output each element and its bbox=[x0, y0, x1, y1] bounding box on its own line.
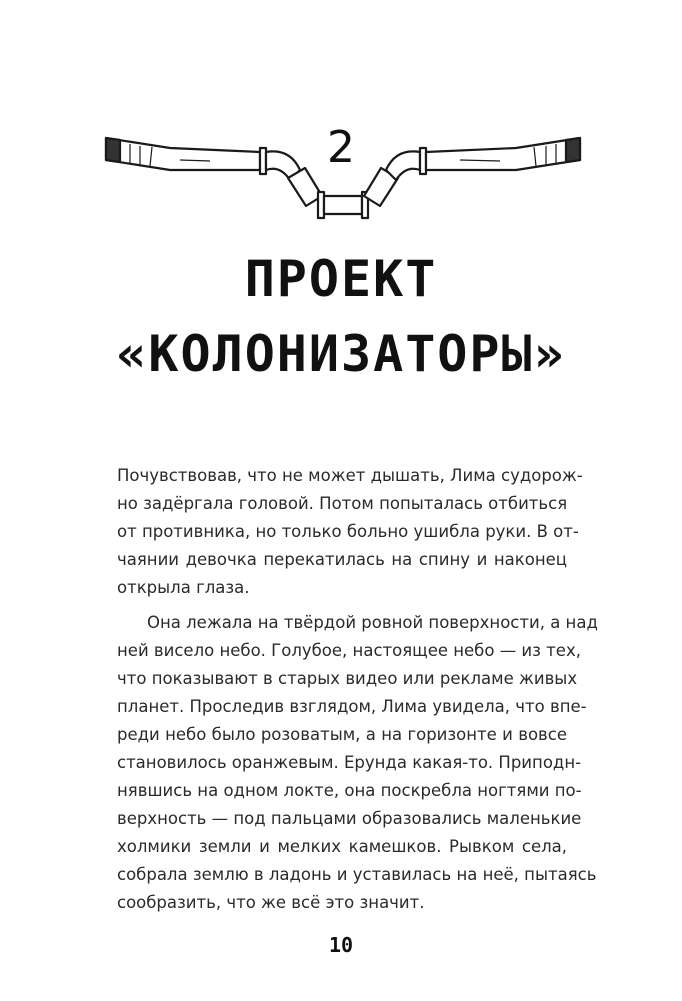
text-line: что показывают в старых видео или рекламе живых bbox=[117, 669, 578, 688]
chapter-title-line-1: ПРОЕКТ bbox=[244, 250, 438, 308]
text-line: становилось оранжевым. Ерунда какая-то. Приподн- bbox=[117, 753, 582, 772]
text-line: сообразить, что же всё это значит. bbox=[117, 893, 425, 912]
text-line: планет. Проследив взглядом, Лима увидела, что впе- bbox=[117, 697, 587, 716]
text-line: ней висело небо. Голубое, настоящее небо — из тех, bbox=[117, 641, 581, 660]
text-line: реди небо было розоватым, а на горизонте и вовсе bbox=[117, 725, 567, 744]
page-number: 10 bbox=[328, 933, 354, 957]
text-line: чаянии девочка перекатилась на спину и наконец bbox=[117, 550, 567, 569]
chapter-number: 2 bbox=[327, 122, 355, 173]
text-line: собрала землю в ладонь и уставилась на неё, пытаясь bbox=[117, 865, 597, 884]
text-line: нявшись на одном локте, она поскребла ногтями по- bbox=[117, 781, 582, 800]
paragraph-2 bbox=[117, 609, 598, 917]
text-line: от противника, но только больно ушибла руки. В от- bbox=[117, 522, 579, 541]
text-line: холмики земли и мелких камешков. Рывком села, bbox=[117, 837, 567, 856]
text-line: Она лежала на твёрдой ровной поверхности, а над bbox=[147, 613, 598, 632]
text-line: верхность — под пальцами образовались маленькие bbox=[117, 809, 582, 828]
chapter-title-line-2: «КОЛОНИЗАТОРЫ» bbox=[116, 325, 566, 383]
text-line: но задёргала головой. Потом попыталась отбиться bbox=[117, 494, 568, 513]
body-text bbox=[117, 462, 598, 917]
paragraph-1 bbox=[117, 462, 583, 602]
text-line: Почувствовав, что не может дышать, Лима судорож- bbox=[117, 466, 583, 485]
text-line: открыла глаза. bbox=[117, 578, 250, 597]
